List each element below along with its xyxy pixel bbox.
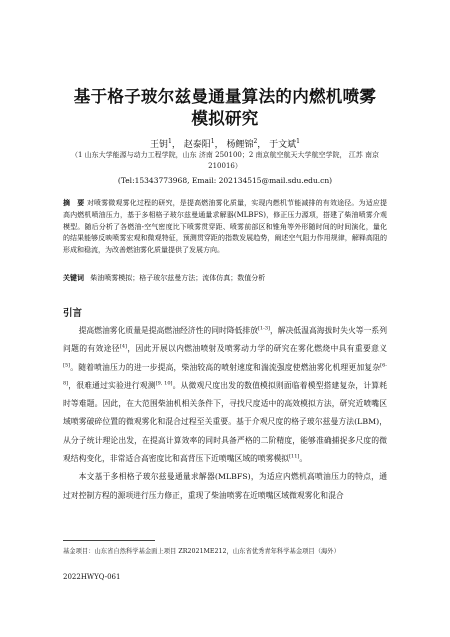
citation-ref: [4] bbox=[119, 343, 127, 350]
text-segment: ，解决低温高海拔时失火等一系列问题的有效途径 bbox=[63, 326, 388, 354]
citation-ref: [11] bbox=[289, 453, 300, 460]
keywords bbox=[63, 273, 387, 283]
text-segment: 。 bbox=[299, 454, 308, 464]
citation-ref: [1-3] bbox=[258, 325, 270, 332]
text-segment: 提高燃油雾化质量是提高燃油经济性的同时降低排放 bbox=[78, 326, 259, 335]
page-id: 2022HWYQ-061 bbox=[63, 573, 121, 581]
author-list: 王钥$^1$， 赵泰阳$^1$， 杨鲤锦$^2$， 于文斌$^1$ bbox=[150, 138, 300, 150]
affiliations: （1 山东大学能源与动力工程学院，山东 济南 250100；2 南京航空航天大学航空学院， 江苏 南京 210016） bbox=[71, 151, 379, 170]
section-title: 引言 bbox=[63, 308, 83, 319]
text-segment: 。从微观尺度出发的数值模拟则面临着模型搭建复杂，计算耗时等难题。因此，在大范围柴油机相关条件下，寻找尺度适中的高效模拟方法，研究近喷嘴区域喷雾破碎位置的微观雾化和混合过程至关重要。基于介观尺度的格子玻尔兹曼方法(LBM)，从分子统计理论出发，在提高计算效率的同时具备严格的二阶精度，能够准确捕捉多尺度的微观结构变化，非常适合高密度比和高背压下近喷嘴区域的喷雾模拟 bbox=[63, 380, 388, 464]
text-segment: 本文基于多相格子玻尔兹曼通量求解器(MLBFS)，为适应内燃机高喷油压力的特点，通过对控制方程的源项进行压力修正，重现了柴油喷雾在近喷嘴区域微观雾化和混合 bbox=[63, 472, 387, 500]
citation-ref: [9, 10] bbox=[155, 380, 173, 387]
author-name: 于文斌 bbox=[269, 140, 297, 150]
citation-ref: [5] bbox=[63, 362, 71, 368]
citation-ref: [6-8] bbox=[63, 362, 387, 387]
body-paragraph bbox=[63, 322, 387, 468]
abstract bbox=[63, 198, 387, 257]
contact-info: (Tel:15343773968, Email: 202134515@mail.sdu.edu.cn) bbox=[117, 176, 333, 185]
author-affiliation-mark: 1 bbox=[210, 138, 215, 145]
author-name: 王钥 bbox=[150, 140, 169, 150]
text-segment: 。随着喷油压力的进一步提高，柴油较高的喷射速度和湍流强度使燃油雾化机理更加复杂 bbox=[70, 362, 381, 372]
body-paragraph bbox=[63, 468, 387, 505]
abstract-label: 摘 要 bbox=[63, 199, 85, 207]
author-affiliation-mark: 1 bbox=[168, 138, 172, 145]
title-line-2: 模拟研究 bbox=[191, 109, 259, 128]
abstract-text: 对喷雾微观雾化过程的研究，是提高燃油雾化质量，实现内燃机节能减排的有效途径。为适应提高内燃机喷油压力，基于多相格子玻尔兹曼通量求解器(MLBFS)，修正压力源项，搭建了柴油喷雾介观模型。随后分析了各燃油-空气密度比下喷雾贯穿距、喷雾前部区和锥角等外形随时间的时间演化，量化的结果能够反映喷雾宏观和微观特征，预测贯穿距的指数发展趋势，阐述空气阻力作用规律，解释高阻的形成和稳流，为改善燃油雾化质量提供了发展方向。 bbox=[63, 199, 388, 255]
text-segment: ，很难通过实验进行观测 bbox=[68, 380, 156, 390]
title-line-1: 基于格子玻尔兹曼通量算法的内燃机喷雾 bbox=[73, 87, 377, 106]
footnote-divider bbox=[63, 540, 155, 541]
keywords-text: 柴油喷雾模拟；格子玻尔兹曼方法；流体仿真；数值分析 bbox=[90, 274, 266, 282]
author-affiliation-mark: 2 bbox=[253, 138, 258, 145]
text-segment: ，因此开展以内燃油喷射及喷雾动力学的研究在雾化燃烧中具有重要意义 bbox=[126, 344, 388, 354]
author-affiliation-mark: 1 bbox=[296, 138, 300, 145]
author-name: 杨鲤锦 bbox=[226, 140, 254, 150]
footnote: 基金项目：山东省自然科学基金面上项目 ZR2021ME212，山东省优秀青年科学基金项目（海外） bbox=[63, 548, 340, 555]
author-name: 赵泰阳 bbox=[183, 140, 211, 150]
paper-title bbox=[40, 86, 410, 130]
body-text bbox=[63, 322, 387, 505]
keywords-label: 关键词 bbox=[63, 274, 84, 282]
